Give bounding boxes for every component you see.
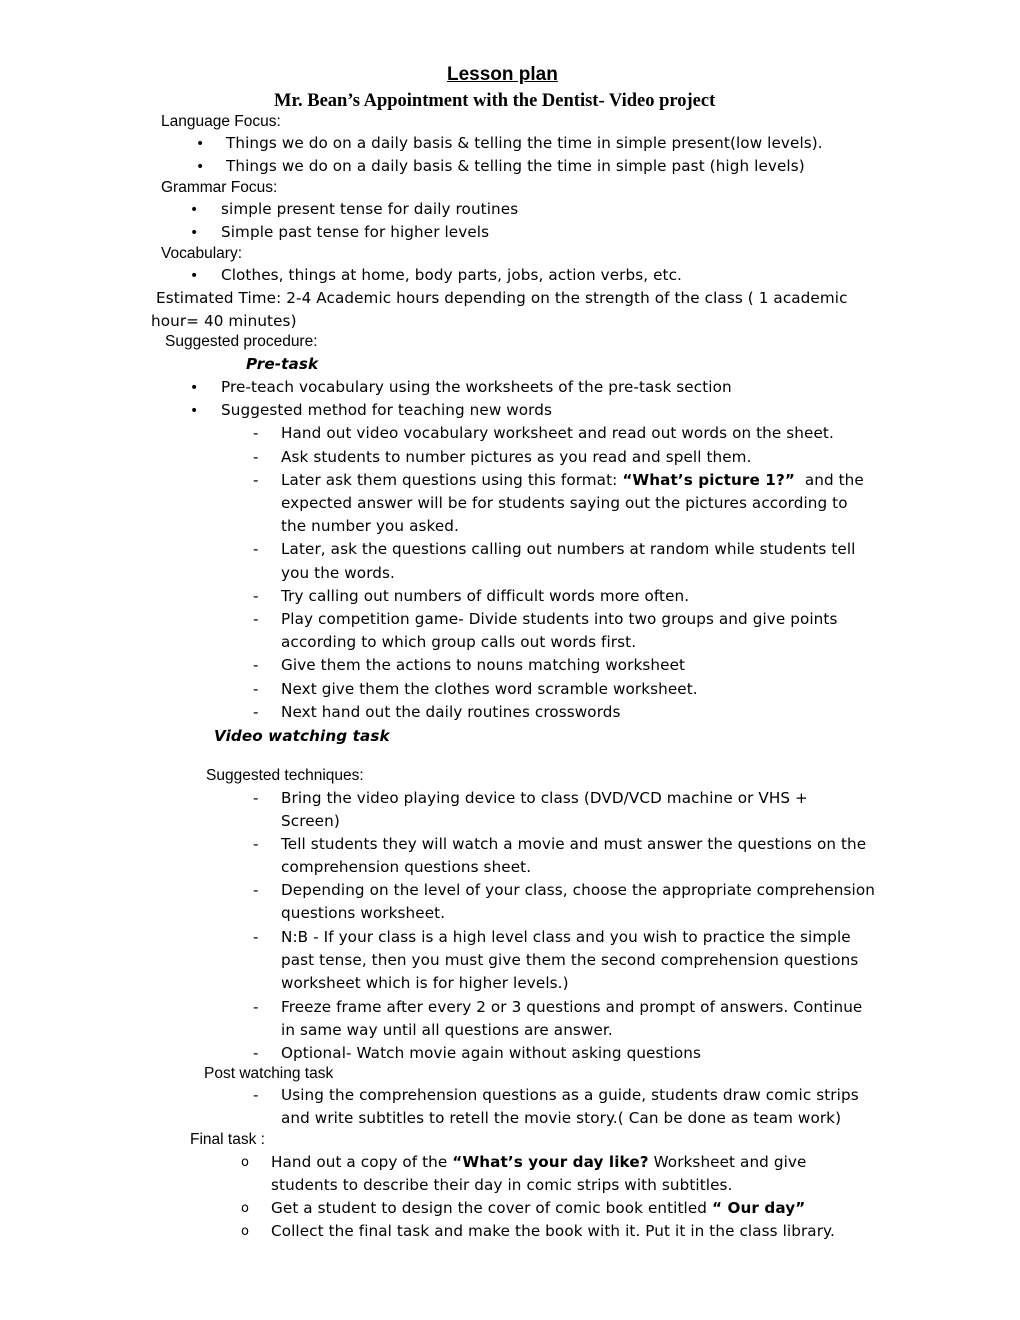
pre-task-step: Play competition game- Divide students into two groups and give points [281,610,838,628]
dash-marker: - [253,680,259,698]
final-task-item [271,1199,805,1217]
pre-task-step: Hand out video vocabulary worksheet and read out words on the sheet. [281,424,834,442]
dash-marker: - [253,928,259,946]
language-focus-heading: Language Focus: [161,113,281,130]
vocabulary-heading: Vocabulary: [161,245,242,262]
pre-task-heading: Pre-task [246,355,319,373]
bullet-icon: • [190,268,199,284]
dash-marker: - [253,881,259,899]
pre-task-bullet: Pre-teach vocabulary using the worksheets of the pre-task section [221,378,732,396]
language-focus-item: Things we do on a daily basis & telling the time in simple past (high levels) [226,157,805,175]
video-task-step-cont: questions worksheet. [281,904,446,922]
video-task-step-cont: past tense, then you must give them the second comprehension questions [281,951,859,969]
video-task-step-cont: comprehension questions sheet. [281,858,532,876]
video-task-heading: Video watching task [214,727,390,745]
post-task-step-cont: and write subtitles to retell the movie story.( Can be done as team work) [281,1109,842,1127]
bullet-icon: • [190,202,199,218]
grammar-focus-item: Simple past tense for higher levels [221,223,490,241]
book-title: “ Our day” [712,1199,806,1217]
step-text: Later ask them questions using this format: [281,471,618,489]
dash-marker: - [253,471,259,489]
bullet-icon: • [196,159,205,175]
item-text: Hand out a copy of the [271,1153,448,1171]
dash-marker: - [253,424,259,442]
techniques-heading: Suggested techniques: [206,767,364,784]
video-task-step: Freeze frame after every 2 or 3 questions and prompt of answers. Continue [281,998,863,1016]
pre-task-step-cont: you the words. [281,564,395,582]
video-task-step-cont: in same way until all questions are answer. [281,1021,613,1039]
video-task-step: Depending on the level of your class, choose the appropriate comprehension [281,881,875,899]
dash-marker: - [253,448,259,466]
dash-marker: - [253,587,259,605]
final-task-item-cont: students to describe their day in comic strips with subtitles. [271,1176,733,1194]
grammar-focus-item: simple present tense for daily routines [221,200,519,218]
estimated-time-cont: hour= 40 minutes) [151,312,297,330]
post-task-heading: Post watching task [204,1065,334,1082]
language-focus-item: Things we do on a daily basis & telling the time in simple present(low levels). [226,134,823,152]
dash-marker: - [253,1086,259,1104]
pre-task-step: Give them the actions to nouns matching worksheet [281,656,686,674]
pre-task-step-cont: expected answer will be for students saying out the pictures according to [281,494,848,512]
page-subtitle: Mr. Bean’s Appointment with the Dentist- Video project [274,91,716,111]
page-title: Lesson plan [447,64,558,85]
video-task-step: Optional- Watch movie again without asking questions [281,1044,701,1062]
worksheet-title: “What’s your day like? [452,1153,649,1171]
pre-task-step: Next give them the clothes word scramble worksheet. [281,680,698,698]
example-question: “What’s picture 1?” [622,471,795,489]
bullet-icon: • [190,225,199,241]
pre-task-step: Later, ask the questions calling out numbers at random while students tell [281,540,856,558]
pre-task-bullet: Suggested method for teaching new words [221,401,553,419]
dash-marker: - [253,656,259,674]
video-task-step-cont: worksheet which is for higher levels.) [281,974,569,992]
dash-marker: - [253,610,259,628]
bullet-icon: • [190,403,199,419]
final-task-item: Collect the final task and make the book with it. Put it in the class library. [271,1222,835,1240]
estimated-time: Estimated Time: 2-4 Academic hours depending on the strength of the class ( 1 academic [156,289,848,307]
video-task-step: Tell students they will watch a movie and must answer the questions on the [281,835,867,853]
item-text: Worksheet and give [653,1153,807,1171]
circle-bullet-icon: o [241,1201,249,1216]
dash-marker: - [253,703,259,721]
pre-task-step-cont: according to which group calls out words first. [281,633,637,651]
dash-marker: - [253,1044,259,1062]
video-task-step: Bring the video playing device to class (DVD/VCD machine or VHS + [281,789,808,807]
pre-task-step: Ask students to number pictures as you read and spell them. [281,448,752,466]
circle-bullet-icon: o [241,1155,249,1170]
dash-marker: - [253,998,259,1016]
video-task-step: N:B - If your class is a high level class and you wish to practice the simple [281,928,851,946]
pre-task-step: Next hand out the daily routines crosswords [281,703,621,721]
final-task-item [271,1153,806,1171]
grammar-focus-heading: Grammar Focus: [161,179,278,196]
pre-task-step-cont: the number you asked. [281,517,459,535]
dash-marker: - [253,789,259,807]
pre-task-step [281,471,864,489]
step-text: and the [804,471,864,489]
vocabulary-item: Clothes, things at home, body parts, jobs, action verbs, etc. [221,266,682,284]
bullet-icon: • [190,380,199,396]
post-task-step: Using the comprehension questions as a guide, students draw comic strips [281,1086,859,1104]
pre-task-step: Try calling out numbers of difficult words more often. [281,587,690,605]
dash-marker: - [253,540,259,558]
bullet-icon: • [196,136,205,152]
dash-marker: - [253,835,259,853]
circle-bullet-icon: o [241,1224,249,1239]
video-task-step-cont: Screen) [281,812,340,830]
final-task-heading: Final task : [190,1131,265,1148]
procedure-heading: Suggested procedure: [165,333,318,350]
item-text: Get a student to design the cover of comic book entitled [271,1199,708,1217]
